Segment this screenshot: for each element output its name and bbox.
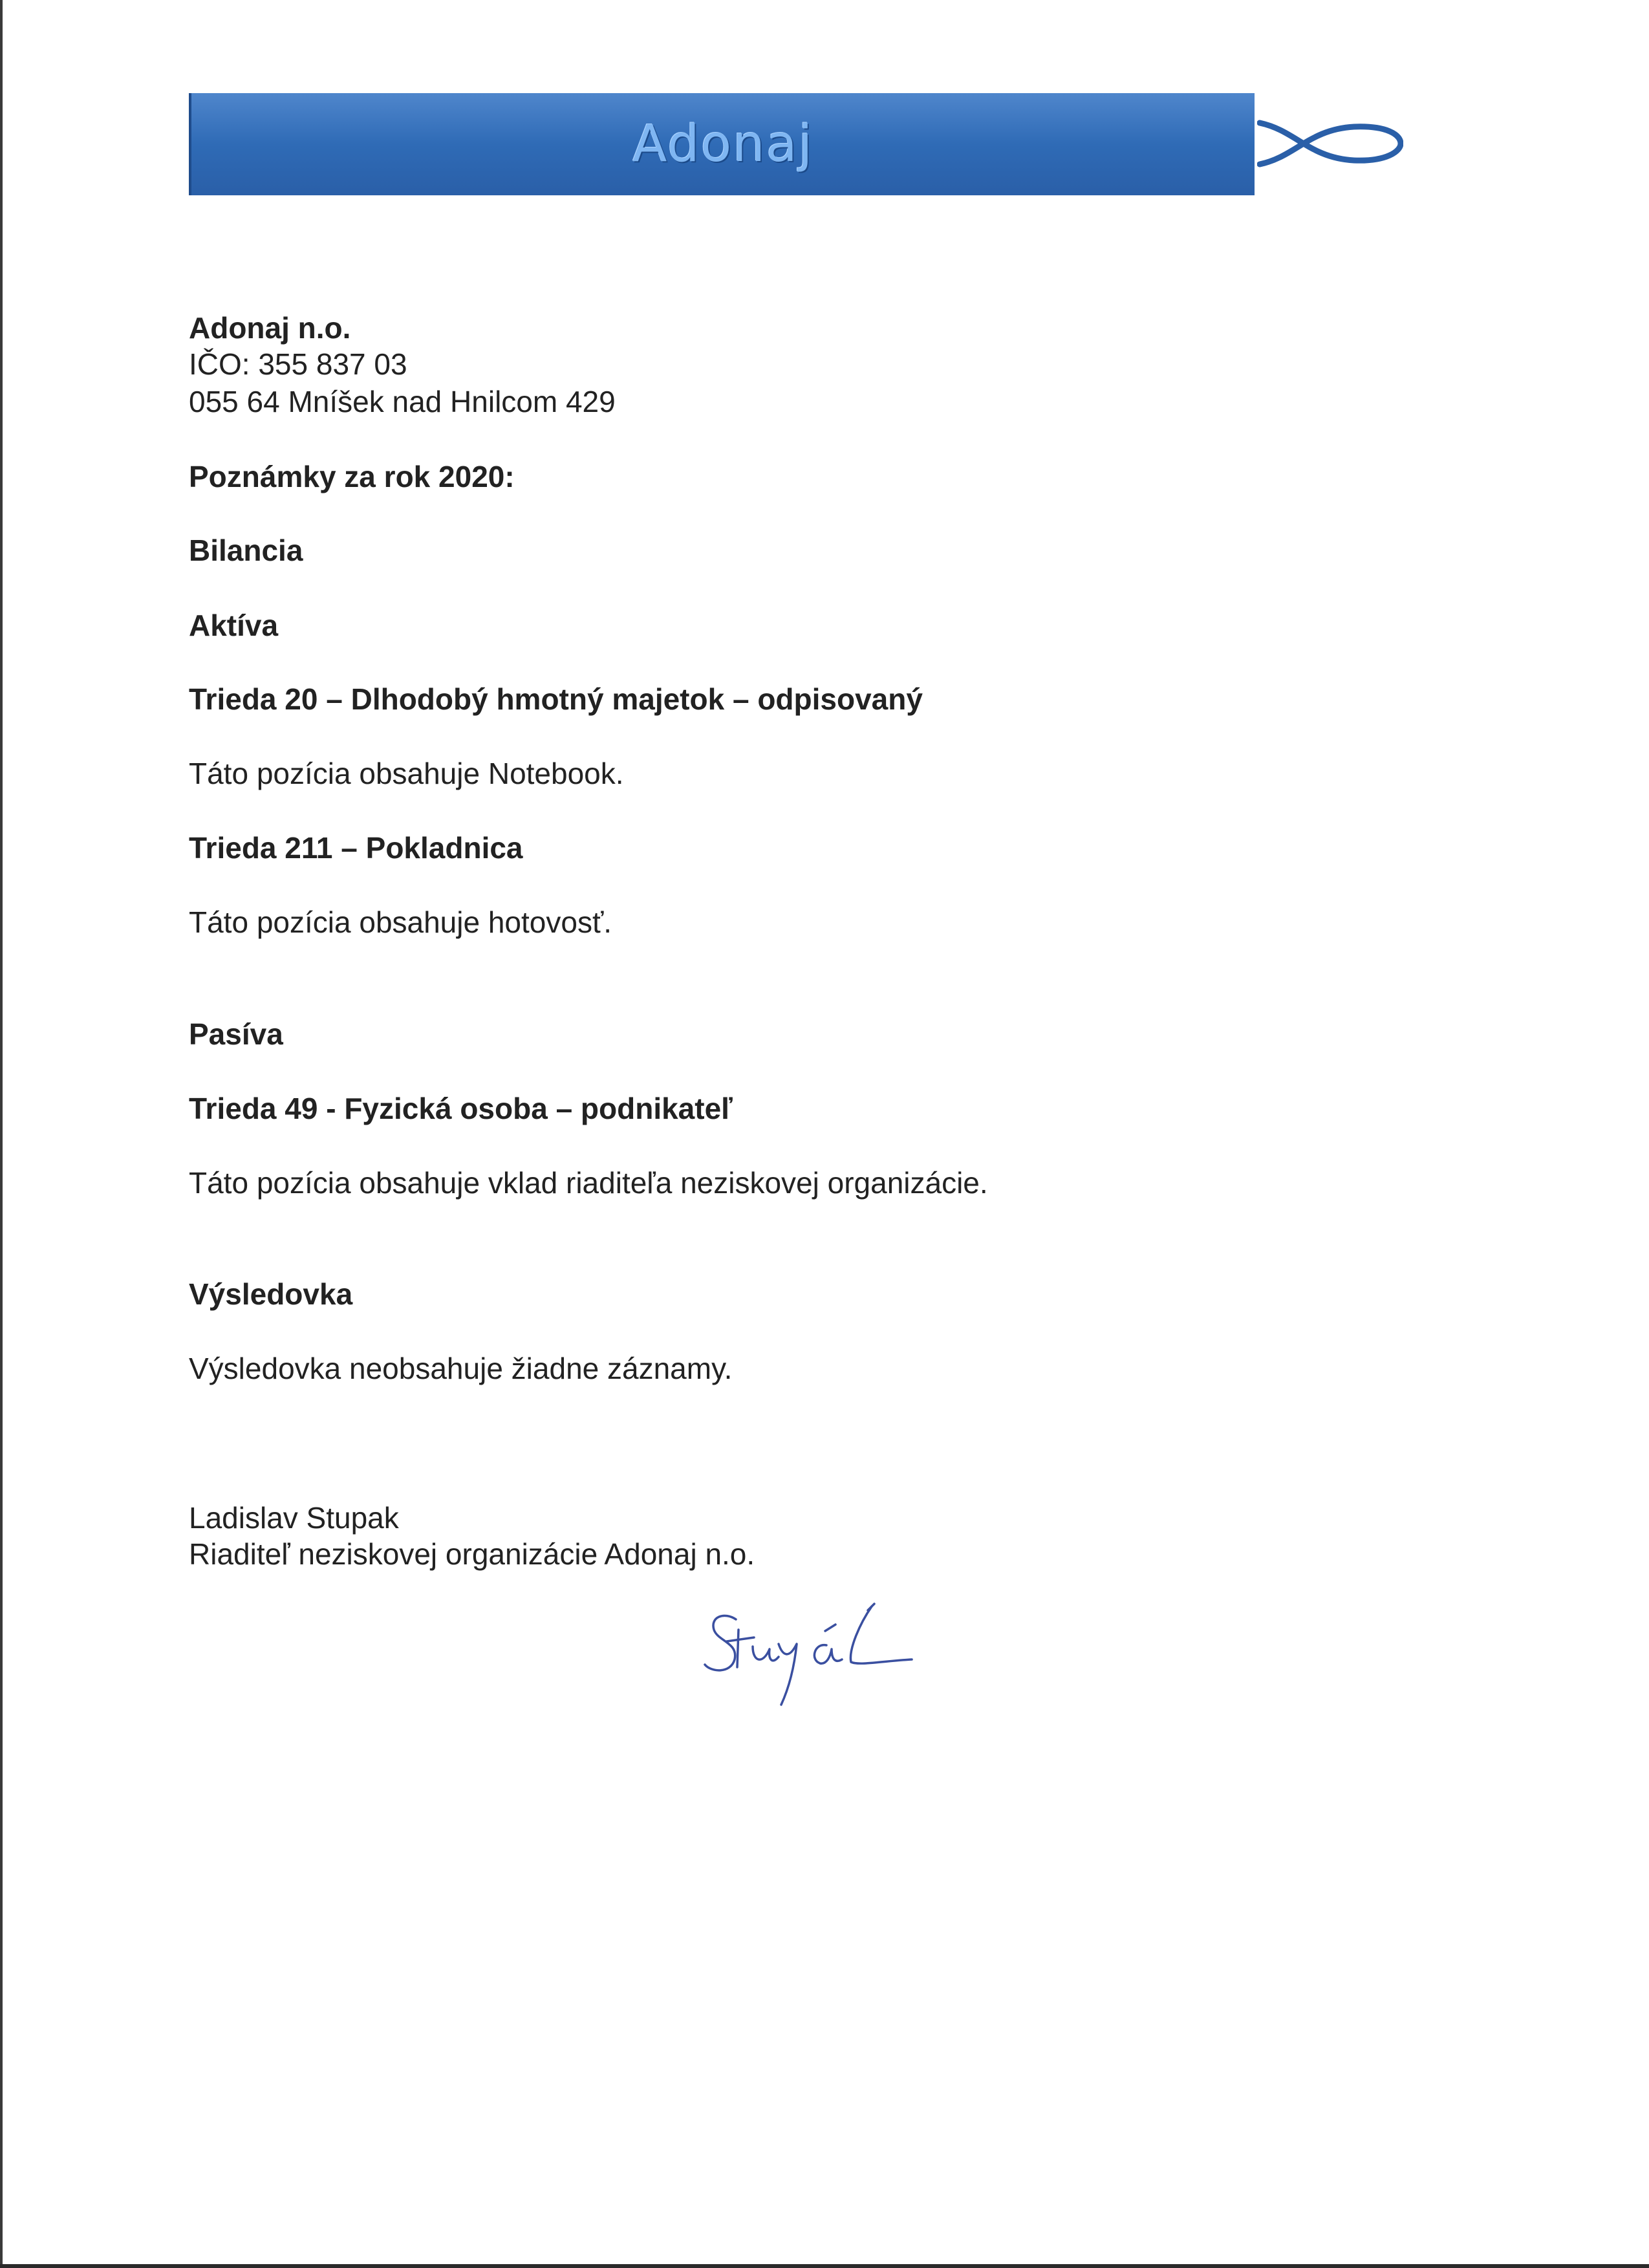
ichthys-fish-icon <box>1257 118 1403 169</box>
notes-heading: Poznámky za rok 2020: <box>189 460 515 493</box>
liabilities-heading: Pasíva <box>189 1017 283 1051</box>
org-address: 055 64 Mníšek nad Hnilcom 429 <box>189 385 616 418</box>
class20-heading: Trieda 20 – Dlhodobý hmotný majetok – odpisovaný <box>189 682 923 716</box>
scan-edge-left <box>0 0 3 2268</box>
class49-heading: Trieda 49 - Fyzická osoba – podnikateľ <box>189 1092 733 1125</box>
handwritten-signature <box>698 1597 918 1707</box>
income-text: Výsledovka neobsahuje žiadne záznamy. <box>189 1352 733 1385</box>
header-banner <box>189 93 1255 195</box>
class49-text: Táto pozícia obsahuje vklad riaditeľa neziskovej organizácie. <box>189 1166 988 1200</box>
balance-heading: Bilancia <box>189 534 303 567</box>
org-name: Adonaj n.o. <box>189 311 351 345</box>
class20-text: Táto pozícia obsahuje Notebook. <box>189 757 624 790</box>
scan-edge-bottom <box>0 2264 1649 2268</box>
assets-heading: Aktíva <box>189 609 279 642</box>
income-heading: Výsledovka <box>189 1277 353 1311</box>
banner-title: Adonaj <box>632 115 814 173</box>
org-ico: IČO: 355 837 03 <box>189 347 407 381</box>
class211-text: Táto pozícia obsahuje hotovosť. <box>189 905 612 939</box>
class211-heading: Trieda 211 – Pokladnica <box>189 831 523 865</box>
signatory-name: Ladislav Stupak <box>189 1501 399 1535</box>
signatory-title: Riaditeľ neziskovej organizácie Adonaj n.o. <box>189 1537 755 1571</box>
